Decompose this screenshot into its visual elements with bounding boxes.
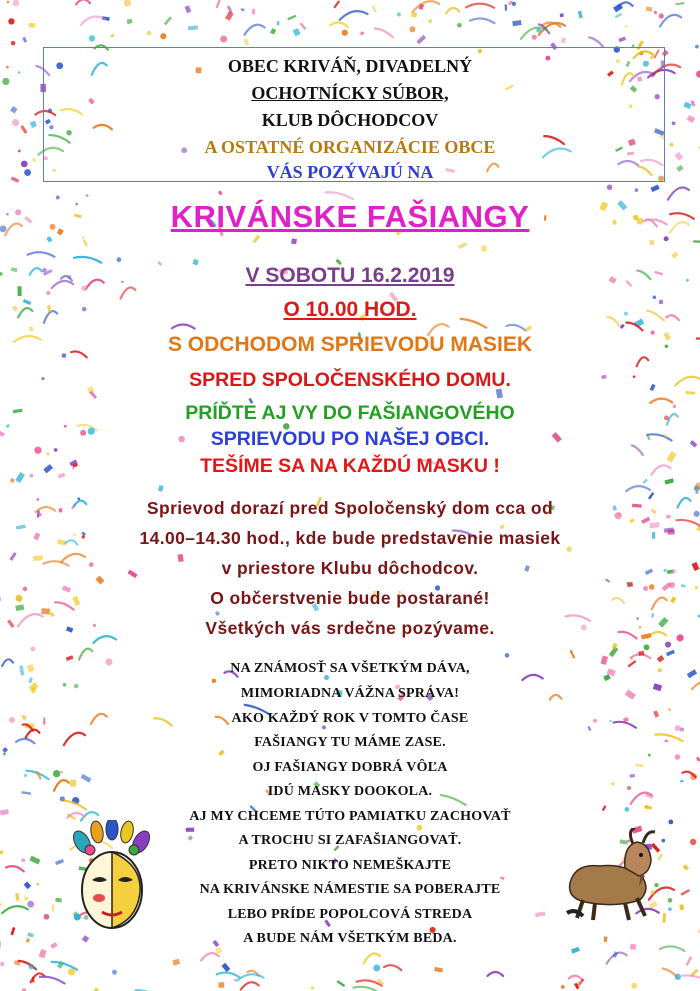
confetti-piece [627,582,630,585]
confetti-piece [644,644,650,650]
confetti-piece [81,17,105,25]
confetti-piece [458,242,468,249]
confetti-piece [668,898,673,903]
confetti-piece [505,653,510,658]
confetti-piece [646,6,653,12]
event-time: O 10.00 HOD. [283,298,417,321]
poem-line: PRETO NIKTO NEMEŠKAJTE [248,858,452,873]
confetti-piece [466,4,494,8]
goat-costume-icon [555,828,660,923]
confetti-piece [589,37,603,46]
confetti-piece [487,972,503,976]
confetti-piece [240,8,244,12]
confetti-piece [631,983,637,989]
confetti-piece [607,185,613,191]
confetti-piece [569,976,583,980]
confetti-piece [0,962,4,966]
page-title: KRIVÁNSKE FAŠIANGY [170,199,530,234]
confetti-piece [241,982,259,989]
confetti-piece [416,35,426,44]
confetti-piece [428,19,432,23]
poem-line: MIMORIADNA VÁŽNA SPRÁVA! [240,686,460,701]
confetti-piece [648,754,651,757]
confetti-piece [666,650,675,657]
confetti-piece [694,241,700,248]
confetti-piece [680,727,684,731]
confetti-piece [434,967,443,973]
confetti-piece [638,651,644,656]
confetti-piece [46,291,50,295]
invite-line-3: TEŠÍME SA NA KAŽDÚ MASKU ! [200,455,500,477]
confetti-piece [217,972,240,977]
confetti-piece [147,31,151,35]
confetti-piece [158,485,164,492]
confetti-piece [512,20,521,26]
confetti-piece [49,612,55,618]
confetti-piece [675,974,681,980]
confetti-piece [664,236,669,241]
confetti-piece [287,15,296,21]
details-line-5: Všetkých vás srdečne pozývame. [205,618,495,638]
event-departure: S ODCHODOM SPRIEVODU MASIEK [167,333,533,356]
event-place: SPRED SPOLOČENSKÉHO DOMU. [189,369,511,391]
confetti-piece [215,611,220,616]
confetti-piece [506,325,525,330]
confetti-piece [654,11,657,14]
confetti-piece [373,965,380,972]
confetti-piece [695,45,699,49]
confetti-piece [353,987,378,991]
confetti-piece [372,5,377,12]
confetti-piece [217,0,229,7]
details-line-4: O občerstvenie bude postarané! [210,588,490,608]
confetti-piece [364,954,380,964]
confetti-piece [216,947,222,953]
confetti-piece [234,979,237,982]
details-line-3: v priestore Klubu dôchodcov. [221,558,479,578]
confetti-piece [7,1,10,4]
poem-line: A TROCHU SI ZAFAŠIANGOVAŤ. [238,833,462,848]
confetti-piece [409,26,415,32]
confetti-piece [675,754,681,760]
confetti-piece [342,30,348,36]
poem-line: NA ZNÁMOSŤ SA VŠETKÝM DÁVA, [230,661,470,676]
confetti-piece [218,190,223,195]
confetti-piece [82,239,87,247]
confetti-piece [412,1,439,12]
confetti-piece [270,28,276,34]
confetti-piece [340,11,368,20]
confetti-piece [220,36,227,43]
confetti-piece [0,850,4,855]
header-line-3: KLUB DÔCHODCOV [261,110,439,130]
confetti-piece [186,828,194,832]
confetti-piece [121,288,136,299]
confetti-piece [330,22,347,26]
confetti-piece [74,257,101,263]
confetti-piece [649,240,654,246]
confetti-piece [620,324,625,329]
confetti-piece [384,965,401,970]
confetti-piece [188,25,198,30]
confetti-piece [201,953,219,960]
confetti-piece [243,38,249,45]
confetti-piece [695,491,698,494]
details-line-2: 14.00–14.30 hod., kde bude predstavenie masiek [139,528,561,548]
header-line-2: OCHOTNÍCKY SÚBOR, [251,83,449,103]
confetti-piece [481,246,486,252]
confetti-piece [561,37,566,43]
confetti-piece [252,9,255,15]
confetti-piece [41,608,50,614]
confetti-piece [244,25,264,35]
confetti-piece [293,28,301,36]
confetti-piece [457,23,462,28]
confetti-piece [665,641,671,647]
confetti-piece [10,478,14,482]
confetti-piece [86,194,89,197]
confetti-piece [40,977,65,984]
confetti-piece [682,975,700,982]
confetti-piece [300,23,306,30]
confetti-piece [417,825,423,831]
confetti-piece [124,0,131,7]
confetti-piece [375,29,393,38]
confetti-piece [675,2,684,5]
confetti-piece [615,13,623,18]
confetti-piece [55,898,62,903]
poem-line: IDÚ MASKY DOOKOLA. [267,784,433,799]
confetti-piece [13,0,20,6]
confetti-piece [411,12,416,17]
confetti-piece [625,25,628,28]
confetti-piece [79,649,92,660]
confetti-piece [82,236,84,238]
confetti-piece [618,37,626,42]
confetti-piece [660,946,685,951]
confetti-piece [637,357,649,366]
confetti-piece [52,962,77,970]
poem-line: A BUDE NÁM VŠETKÝM BEDA. [243,931,457,946]
confetti-piece [32,977,34,983]
confetti-piece [172,959,180,966]
confetti-piece [650,185,659,192]
confetti-piece [94,987,99,991]
confetti-piece [237,974,264,980]
confetti-piece [532,35,537,40]
carnival-mask-icon [62,820,162,935]
confetti-piece [172,325,195,329]
confetti-piece [291,238,297,244]
confetti-piece [126,19,132,25]
confetti-piece [446,8,459,13]
confetti-piece [500,876,505,880]
poem-line: FAŠIANGY TU MÁME ZASE. [254,735,446,750]
poem-line: NA KRIVÁNSKE NÁMESTIE SA POBERAJTE [199,882,501,897]
confetti-piece [184,5,191,13]
confetti-piece [470,18,494,23]
confetti-piece [112,970,117,975]
confetti-piece [212,679,217,684]
confetti-piece [39,949,47,958]
event-date: V SOBOTU 16.2.2019 [245,264,455,287]
confetti-piece [361,32,364,35]
invite-line-1: PRÍĎTE AJ VY DO FAŠIANGOVÉHO [185,402,515,424]
confetti-piece [664,478,674,484]
confetti-piece [311,986,315,990]
confetti-piece [397,12,401,16]
header-line-5: VÁS POZÝVAJÚ NA [266,162,434,182]
confetti-piece [337,980,346,987]
confetti-piece [8,18,14,24]
confetti-piece [505,4,507,10]
confetti-piece [277,21,280,25]
confetti-piece [560,13,564,17]
confetti-piece [668,188,689,200]
confetti-piece [30,646,35,651]
confetti-piece [252,235,260,244]
confetti-piece [218,982,224,988]
header-line-4: A OSTATNÉ ORGANIZÁCIE OBCE [204,137,496,157]
confetti-piece [117,257,122,262]
confetti-piece [29,23,36,27]
confetti-piece [626,486,650,491]
confetti-piece [89,35,95,41]
confetti-piece [29,326,33,331]
confetti-piece [635,188,639,192]
confetti-piece [671,252,678,259]
header-line-1: OBEC KRIVÁŇ, DIVADELNÝ [227,56,473,76]
confetti-piece [160,33,166,39]
confetti-piece [0,903,2,905]
confetti-piece [46,236,52,242]
confetti-piece [686,956,693,966]
confetti-piece [68,968,75,975]
confetti-piece [3,753,6,756]
confetti-piece [76,0,90,4]
confetti-piece [676,520,700,527]
confetti-piece [28,252,55,257]
confetti-piece [164,16,172,25]
confetti-piece [111,34,114,37]
poem-line: AKO KAŽDÝ ROK V TOMTO ČASE [231,711,469,726]
invite-line-2: SPRIEVODU PO NAŠEJ OBCI. [210,428,490,450]
confetti-piece [22,37,27,43]
confetti-piece [680,780,684,783]
confetti-piece [11,41,15,45]
confetti-piece [681,584,686,587]
confetti-piece [28,964,34,970]
poem-line: OJ FAŠIANGY DOBRÁ VÔĽA [252,760,448,775]
confetti-piece [28,677,33,683]
poem-line: AJ MY CHCEME TÚTO PAMIATKU ZACHOVAŤ [189,809,511,824]
details-line-1: Sprievod dorazí pred Spoločenský dom cca od [146,498,554,518]
confetti-piece [578,11,583,19]
confetti-piece [221,963,230,972]
confetti-piece [333,0,340,8]
confetti-piece [561,985,565,989]
poem-line: LEBO PRÍDE POPOLCOVÁ STREDA [227,907,473,922]
confetti-piece [570,650,576,659]
confetti-piece [605,578,610,582]
confetti-piece [571,947,580,954]
confetti-piece [659,13,664,18]
confetti-piece [643,479,648,484]
